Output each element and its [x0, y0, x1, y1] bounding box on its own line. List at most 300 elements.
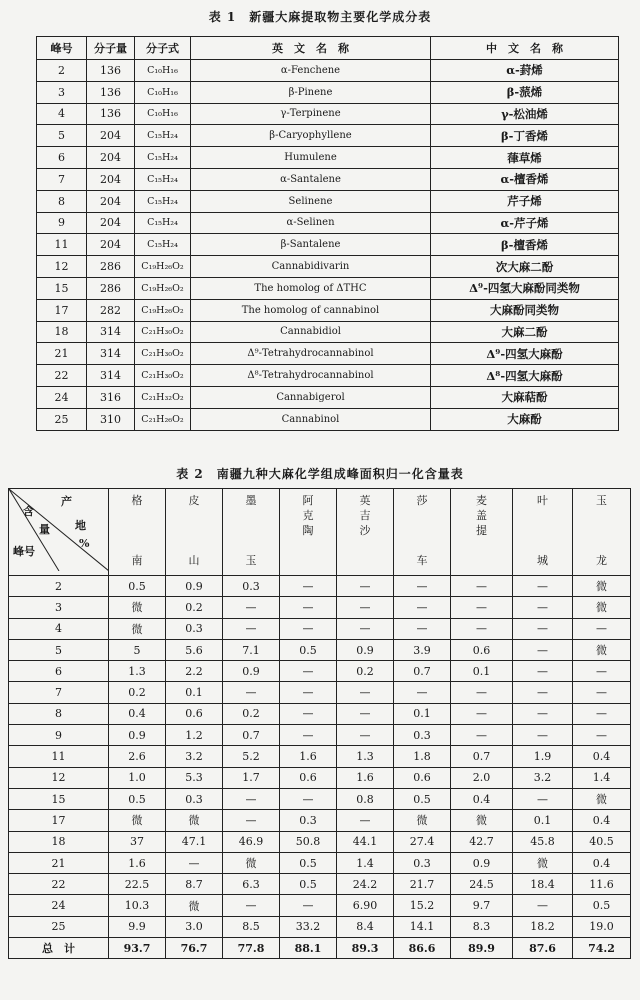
table1-cell-peak: 17 [37, 299, 87, 321]
corner-label-amount: 量 [39, 523, 50, 536]
table2-cell-value: — [280, 895, 337, 916]
table1-cell-chinese-name: Δ⁸-四氢大麻酚 [431, 365, 619, 387]
table1-cell-formula: C₁₀H₁₆ [135, 103, 191, 125]
table1-cell-formula: C₂₁H₃₀O₂ [135, 321, 191, 343]
table1-cell-mw: 310 [87, 408, 135, 430]
region-header-char: 玉 [596, 494, 607, 507]
table2-cell-value: 0.5 [280, 874, 337, 895]
table1-cell-formula: C₁₀H₁₆ [135, 81, 191, 103]
table2-body [9, 576, 631, 959]
region-header-char: 墨 [245, 494, 257, 507]
table2-row [9, 661, 631, 682]
region-header-char [166, 508, 222, 523]
table2-cell-value: — [280, 576, 337, 597]
region-header-char [573, 508, 630, 523]
table1-cell-peak: 15 [37, 277, 87, 299]
region-header-char: 提 [476, 524, 487, 537]
table2-cell-value: 7.1 [223, 639, 280, 660]
table2-cell-value: — [280, 725, 337, 746]
table2-cell-value: 微 [573, 576, 631, 597]
table2-cell-value: 0.8 [337, 788, 394, 809]
table2-cell-value: 1.6 [109, 852, 166, 873]
table2-cell-peak: 7 [9, 682, 109, 703]
table2-cell-value: 3.2 [166, 746, 223, 767]
table1-header-chinese-name: 中 文 名 称 [431, 37, 619, 60]
table2-cell-value: 1.4 [573, 767, 631, 788]
table1-cell-peak: 4 [37, 103, 87, 125]
table2-cell-value: 33.2 [280, 916, 337, 937]
table2-cell-value: 0.2 [166, 597, 223, 618]
table1-cell-mw: 204 [87, 212, 135, 234]
table2-cell-value: — [451, 703, 513, 724]
table1-cell-formula: C₁₉H₂₆O₂ [135, 299, 191, 321]
table2-cell-value: — [573, 682, 631, 703]
table1-row [37, 386, 619, 408]
table2-cell-value: — [280, 788, 337, 809]
table2-cell-value: 微 [513, 852, 573, 873]
table1-cell-peak: 6 [37, 147, 87, 169]
table2-cell-value: 微 [223, 852, 280, 873]
table2-row [9, 831, 631, 852]
table2-cell-peak: 17 [9, 810, 109, 831]
table2-cell-value: — [280, 661, 337, 682]
table1-cell-english-name: α-Santalene [191, 168, 431, 190]
table2-cell-value: 0.4 [573, 852, 631, 873]
region-header-char: 城 [537, 554, 548, 567]
table1-cell-mw: 316 [87, 386, 135, 408]
table1-cell-peak: 5 [37, 125, 87, 147]
table2-cell-value: 22.5 [109, 874, 166, 895]
table1-cell-mw: 136 [87, 81, 135, 103]
table2-total-value: 74.2 [573, 938, 631, 959]
table2-cell-value: — [280, 597, 337, 618]
region-header-char [337, 553, 393, 568]
table2-cell-value: 21.7 [394, 874, 451, 895]
table2-row [9, 725, 631, 746]
table2-cell-value: 0.5 [280, 852, 337, 873]
table1-cell-mw: 136 [87, 60, 135, 82]
table2-total-value: 89.3 [337, 938, 394, 959]
table1-cell-chinese-name: 大麻萜酚 [431, 386, 619, 408]
table2-total-row [9, 938, 631, 959]
table1-cell-english-name: β-Santalene [191, 234, 431, 256]
table2-cell-value: — [223, 682, 280, 703]
region-header-char: 沙 [359, 524, 371, 537]
table2-cell-value: — [223, 597, 280, 618]
table2-cell-value: — [394, 682, 451, 703]
table1-caption: 表 1 新疆大麻提取物主要化学成分表 [208, 10, 432, 24]
table2-cell-value: 8.7 [166, 874, 223, 895]
table1-row [37, 256, 619, 278]
table1-cell-mw: 314 [87, 365, 135, 387]
table1-cell-formula: C₁₅H₂₄ [135, 212, 191, 234]
region-header-char [223, 508, 279, 523]
table2-cell-value: 0.5 [109, 576, 166, 597]
table2-cell-value: — [451, 725, 513, 746]
corner-label-origin-2: 地 [75, 519, 86, 532]
table2-cell-value: 0.3 [223, 576, 280, 597]
table1-cell-formula: C₁₉H₂₆O₂ [135, 277, 191, 299]
table2-row [9, 874, 631, 895]
table1-cell-formula: C₂₁H₃₀O₂ [135, 365, 191, 387]
table2-cell-value: 2.0 [451, 767, 513, 788]
table2-cell-value: — [337, 725, 394, 746]
table2-cell-peak: 6 [9, 661, 109, 682]
table1-row [37, 277, 619, 299]
table2-row [9, 597, 631, 618]
table2-region-header [280, 489, 337, 576]
table2-cell-value: 微 [109, 618, 166, 639]
table2-cell-value: 9.7 [451, 895, 513, 916]
table2-row [9, 852, 631, 873]
table2-cell-value: 8.3 [451, 916, 513, 937]
region-header-char: 叶 [537, 494, 548, 507]
table2-cell-value: — [166, 852, 223, 873]
table2-cell-peak: 4 [9, 618, 109, 639]
table2-cell-value: 0.1 [451, 661, 513, 682]
region-header-char [573, 538, 630, 553]
table1-cell-peak: 18 [37, 321, 87, 343]
table2-cell-value: 1.7 [223, 767, 280, 788]
table1-cell-mw: 286 [87, 256, 135, 278]
table1-cell-formula: C₁₅H₂₄ [135, 190, 191, 212]
region-header-char [451, 553, 512, 568]
table2-total-value: 89.9 [451, 938, 513, 959]
table2-row [9, 895, 631, 916]
table2-cell-value: 0.3 [394, 725, 451, 746]
region-header-char: 克 [302, 509, 314, 522]
table2-cell-value: 1.3 [109, 661, 166, 682]
table2-cell-value: 0.6 [280, 767, 337, 788]
table2 [8, 488, 631, 959]
table2-cell-value: — [394, 576, 451, 597]
table2-cell-value: 0.3 [166, 788, 223, 809]
table2-cell-value: 微 [109, 810, 166, 831]
table1-cell-mw: 136 [87, 103, 135, 125]
table2-cell-value: 0.4 [109, 703, 166, 724]
region-header-char: 山 [188, 554, 200, 567]
table2-cell-value: 11.6 [573, 874, 631, 895]
table2-row [9, 767, 631, 788]
table2-cell-value: — [223, 810, 280, 831]
table2-cell-value: 44.1 [337, 831, 394, 852]
region-header-char [513, 523, 572, 538]
table2-cell-value: 0.2 [223, 703, 280, 724]
table2-region-header [513, 489, 573, 576]
table1-cell-chinese-name: 大麻酚 [431, 408, 619, 430]
table2-cell-value: 24.5 [451, 874, 513, 895]
table2-cell-value: — [280, 618, 337, 639]
table2-cell-value: — [513, 639, 573, 660]
region-header-char [394, 538, 450, 553]
table2-cell-value: — [513, 725, 573, 746]
table2-cell-value: — [337, 703, 394, 724]
table2-cell-value: 0.4 [573, 810, 631, 831]
table2-cell-value: 0.1 [513, 810, 573, 831]
table2-cell-value: — [337, 618, 394, 639]
region-header-char: 南 [131, 554, 143, 567]
table1-cell-mw: 204 [87, 234, 135, 256]
table2-region-header [166, 489, 223, 576]
table2-cell-value: 0.3 [280, 810, 337, 831]
table1-cell-english-name: Δ⁸-Tetrahydrocannabinol [191, 365, 431, 387]
table2-cell-value: 8.5 [223, 916, 280, 937]
table2-cell-peak: 2 [9, 576, 109, 597]
table2-cell-peak: 12 [9, 767, 109, 788]
table1-cell-english-name: Selinene [191, 190, 431, 212]
table1-header-formula: 分子式 [135, 37, 191, 60]
corner-label-peak: 峰号 [13, 545, 35, 558]
region-header-char: 格 [131, 494, 143, 507]
table1-cell-peak: 22 [37, 365, 87, 387]
table1-cell-peak: 24 [37, 386, 87, 408]
table2-cell-value: — [394, 618, 451, 639]
region-header-char [451, 538, 512, 553]
table1-cell-peak: 12 [37, 256, 87, 278]
table2-cell-value: 46.9 [223, 831, 280, 852]
table1 [36, 36, 619, 431]
table1-body [37, 60, 619, 431]
region-header-char [166, 538, 222, 553]
table1-row [37, 299, 619, 321]
region-header-char: 盖 [476, 509, 487, 522]
region-header-char: 车 [416, 554, 428, 567]
region-header-char: 皮 [188, 494, 200, 507]
table2-cell-value: — [451, 618, 513, 639]
table2-caption: 表 2 南疆九种大麻化学组成峰面积归一化含量表 [176, 467, 464, 481]
table2-cell-value: 0.6 [166, 703, 223, 724]
table1-cell-formula: C₂₁H₂₆O₂ [135, 408, 191, 430]
table2-cell-peak: 22 [9, 874, 109, 895]
table2-total-value: 77.8 [223, 938, 280, 959]
region-header-char [109, 538, 165, 553]
table1-header-row [37, 37, 619, 60]
region-header-char: 英 [359, 494, 371, 507]
table1-cell-english-name: γ-Terpinene [191, 103, 431, 125]
table2-cell-value: 9.9 [109, 916, 166, 937]
table2-total-value: 87.6 [513, 938, 573, 959]
table1-cell-chinese-name: β-丁香烯 [431, 125, 619, 147]
table1-cell-formula: C₁₅H₂₄ [135, 125, 191, 147]
table2-cell-value: 5 [109, 639, 166, 660]
table2-cell-value: 18.2 [513, 916, 573, 937]
table2-row [9, 639, 631, 660]
table2-row [9, 682, 631, 703]
table1-row [37, 168, 619, 190]
table1-row [37, 321, 619, 343]
table2-cell-peak: 24 [9, 895, 109, 916]
table2-cell-value: — [280, 703, 337, 724]
table2-region-header [337, 489, 394, 576]
table2-cell-value: 6.3 [223, 874, 280, 895]
region-header-char [109, 523, 165, 538]
table2-cell-peak: 3 [9, 597, 109, 618]
table2-cell-value: 0.9 [109, 725, 166, 746]
table1-cell-mw: 204 [87, 168, 135, 190]
table2-total-value: 76.7 [166, 938, 223, 959]
table1-cell-english-name: Δ⁹-Tetrahydrocannabinol [191, 343, 431, 365]
table1-cell-formula: C₂₁H₃₀O₂ [135, 343, 191, 365]
table1-row [37, 408, 619, 430]
table1-cell-peak: 25 [37, 408, 87, 430]
table2-cell-value: — [573, 661, 631, 682]
table2-cell-value: 24.2 [337, 874, 394, 895]
table1-cell-chinese-name: 葎草烯 [431, 147, 619, 169]
table1-cell-english-name: Cannabinol [191, 408, 431, 430]
table1-header-english-name: 英 文 名 称 [191, 37, 431, 60]
table1-cell-english-name: β-Pinene [191, 81, 431, 103]
corner-label-origin-1: 产 [61, 495, 72, 508]
table2-cell-value: 微 [573, 788, 631, 809]
table2-total-value: 88.1 [280, 938, 337, 959]
region-header-char [280, 553, 336, 568]
table2-cell-value: — [337, 576, 394, 597]
table2-cell-value: 1.2 [166, 725, 223, 746]
table2-cell-value: 5.2 [223, 746, 280, 767]
table2-cell-value: — [513, 682, 573, 703]
corner-label-percent: % [79, 537, 90, 550]
table1-cell-chinese-name: Δ⁹-四氢大麻酚 [431, 343, 619, 365]
table1-cell-chinese-name: 芹子烯 [431, 190, 619, 212]
table2-cell-peak: 8 [9, 703, 109, 724]
table1-cell-peak: 11 [37, 234, 87, 256]
table1-row [37, 60, 619, 82]
table2-cell-value: — [223, 618, 280, 639]
region-header-char: 吉 [359, 509, 371, 522]
table1-header-peak: 峰号 [37, 37, 87, 60]
table2-cell-value: 1.6 [280, 746, 337, 767]
table2-cell-peak: 9 [9, 725, 109, 746]
table1-cell-formula: C₁₀H₁₆ [135, 60, 191, 82]
table2-cell-peak: 25 [9, 916, 109, 937]
table2-cell-value: 2.6 [109, 746, 166, 767]
table2-cell-value: 0.3 [394, 852, 451, 873]
table1-cell-english-name: Cannabidiol [191, 321, 431, 343]
table2-cell-value: — [337, 682, 394, 703]
table2-cell-value: — [513, 895, 573, 916]
region-header-char [280, 538, 336, 553]
table2-cell-value: 0.9 [451, 852, 513, 873]
table1-cell-chinese-name: β-檀香烯 [431, 234, 619, 256]
table2-cell-value: 50.8 [280, 831, 337, 852]
table2-cell-value: 微 [573, 597, 631, 618]
table1-cell-mw: 282 [87, 299, 135, 321]
table2-cell-value: 18.4 [513, 874, 573, 895]
table2-cell-value: — [573, 703, 631, 724]
region-header-char [573, 523, 630, 538]
region-header-char [394, 523, 450, 538]
table1-cell-peak: 8 [37, 190, 87, 212]
region-header-char [394, 508, 450, 523]
table1-cell-peak: 2 [37, 60, 87, 82]
table2-cell-value: 1.4 [337, 852, 394, 873]
table2-cell-value: — [573, 725, 631, 746]
table2-cell-value: 40.5 [573, 831, 631, 852]
table2-cell-value: — [513, 618, 573, 639]
table2-corner-cell [9, 489, 109, 576]
table1-cell-chinese-name: γ-松油烯 [431, 103, 619, 125]
table2-cell-value: — [513, 597, 573, 618]
table1-cell-chinese-name: α-葑烯 [431, 60, 619, 82]
table2-cell-value: — [513, 703, 573, 724]
table2-cell-value: — [513, 788, 573, 809]
table1-row [37, 343, 619, 365]
region-header-char [223, 538, 279, 553]
table1-cell-peak: 3 [37, 81, 87, 103]
table2-cell-value: — [573, 618, 631, 639]
table2-cell-value: 3.2 [513, 767, 573, 788]
table2-cell-value: 27.4 [394, 831, 451, 852]
table1-cell-peak: 21 [37, 343, 87, 365]
table2-row [9, 703, 631, 724]
region-header-char [109, 508, 165, 523]
table2-cell-value: 微 [451, 810, 513, 831]
table2-row [9, 746, 631, 767]
table2-cell-value: 0.4 [573, 746, 631, 767]
table2-cell-value: — [451, 682, 513, 703]
table1-row [37, 103, 619, 125]
table2-cell-value: — [451, 576, 513, 597]
table2-region-header [573, 489, 631, 576]
table2-region-header [451, 489, 513, 576]
table2-cell-value: 10.3 [109, 895, 166, 916]
table2-cell-value: 2.2 [166, 661, 223, 682]
table1-cell-peak: 9 [37, 212, 87, 234]
table2-cell-value: 0.7 [223, 725, 280, 746]
corner-label-content: 含 [23, 505, 34, 518]
table2-cell-value: 5.3 [166, 767, 223, 788]
table2-cell-value: 0.2 [109, 682, 166, 703]
table2-cell-peak: 11 [9, 746, 109, 767]
table2-total-label: 总 计 [9, 938, 109, 959]
table1-cell-english-name: α-Selinen [191, 212, 431, 234]
table1-cell-english-name: The homolog of cannabinol [191, 299, 431, 321]
region-header-char: 阿 [302, 494, 314, 507]
table2-cell-value: 0.3 [166, 618, 223, 639]
table2-cell-value: 1.6 [337, 767, 394, 788]
table2-cell-value: 0.1 [394, 703, 451, 724]
table1-cell-chinese-name: Δ⁹-四氢大麻酚同类物 [431, 277, 619, 299]
region-header-char: 玉 [245, 554, 257, 567]
table2-cell-value: 微 [109, 597, 166, 618]
region-header-char [337, 538, 393, 553]
table2-cell-value: 5.6 [166, 639, 223, 660]
region-header-char [513, 508, 572, 523]
table2-cell-value: 0.5 [394, 788, 451, 809]
table2-region-header [394, 489, 451, 576]
table1-cell-formula: C₂₁H₃₂O₂ [135, 386, 191, 408]
table2-cell-value: 0.7 [394, 661, 451, 682]
table2-cell-value: 0.5 [573, 895, 631, 916]
table2-cell-value: 1.0 [109, 767, 166, 788]
table1-cell-english-name: The homolog of ΔTHC [191, 277, 431, 299]
table2-cell-value: — [337, 810, 394, 831]
table2-cell-value: 19.0 [573, 916, 631, 937]
region-header-char: 麦 [476, 494, 487, 507]
table2-cell-value: 微 [573, 639, 631, 660]
table2-cell-value: — [451, 597, 513, 618]
table2-cell-value: — [513, 661, 573, 682]
table2-row [9, 788, 631, 809]
table2-cell-value: — [280, 682, 337, 703]
table2-cell-value: 1.3 [337, 746, 394, 767]
table1-cell-mw: 204 [87, 190, 135, 212]
table1-cell-mw: 314 [87, 343, 135, 365]
table2-cell-peak: 18 [9, 831, 109, 852]
table2-cell-value: 6.90 [337, 895, 394, 916]
table1-cell-formula: C₁₅H₂₄ [135, 147, 191, 169]
table1-cell-chinese-name: 大麻二酚 [431, 321, 619, 343]
